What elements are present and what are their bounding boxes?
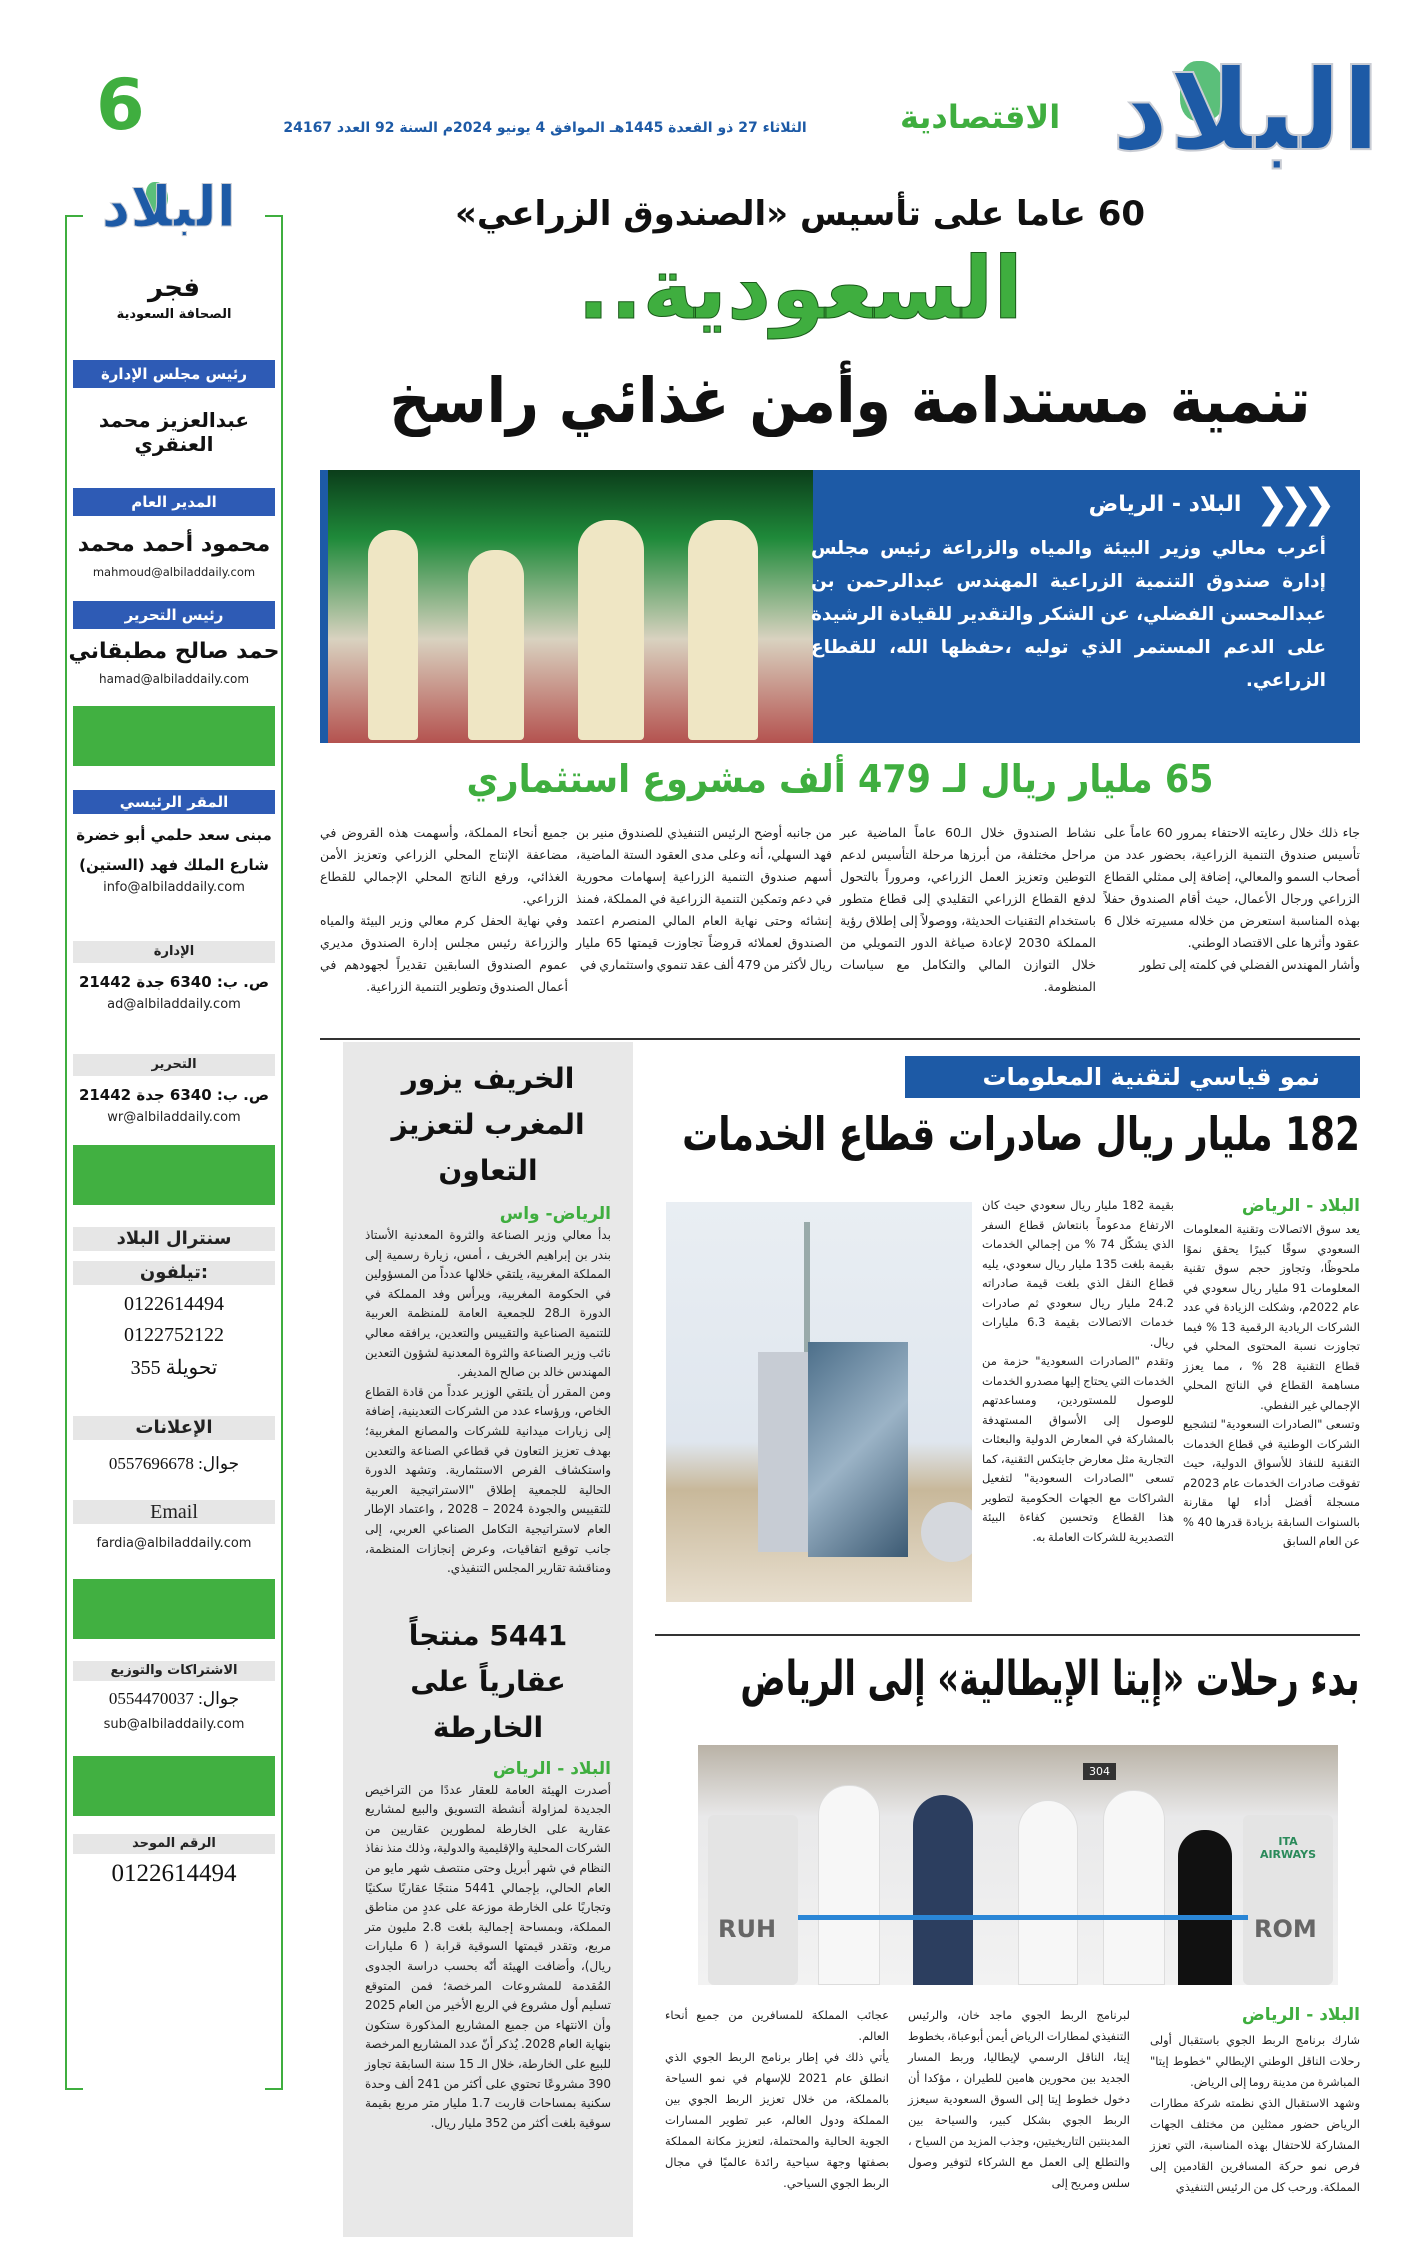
ads-label: الإعلانات [73, 1416, 275, 1440]
logo-text: البلاد [1111, 46, 1380, 176]
editor-label: رئيس التحرير [73, 601, 275, 629]
unified-label: الرقم الموحد [73, 1834, 275, 1854]
stand-left [708, 1815, 798, 1985]
lead-box [320, 470, 1360, 743]
lead-column-3: من جانبه أوضح الرئيس التنفيذي للصندوق منير بن فهد السهلي، أنه وعلى مدى العقود الستة الماضية، أسهم صندوق التنمية الزراعية إسهامات محورية في دعم وتمكين التنمية الزراعية في المملكة، فمنذ إنشائه وحتى نهاية العام المالي المنصرم اعتمد الصندوق لعملائه قروضاً تجاوزت قيمتها 65 مليار ريال لأكثر من 479 ألف عقد تنموي واستثماري في [576, 825, 832, 972]
phone-1: 0122614494 [124, 1293, 224, 1315]
lead-photo [328, 470, 813, 743]
slogan-title: فجر [148, 273, 200, 303]
ita-title: بدء رحلات «إيتا الإيطالية» إلى الرياض [740, 1651, 1360, 1707]
lead-title-green: السعودية.. [577, 239, 1023, 339]
sidebar-logo-text: البلاد [101, 175, 236, 240]
chevrons-icon: ❮❮❮ [1255, 481, 1326, 527]
ita-dateline: البلاد - الرياض [1241, 2005, 1360, 2025]
editor-email: hamad@albiladdaily.com [98, 672, 250, 686]
lead-box-dateline: البلاد - الرياض [1088, 491, 1242, 517]
sidebar [65, 215, 283, 2090]
admin-po: ص. ب: 6340 جدة 21442 [78, 973, 270, 991]
stand-right-label: ROM [1254, 1915, 1317, 1943]
gray-panel [343, 1042, 633, 2237]
hq-email: info@albiladdaily.com [103, 880, 245, 895]
editorial-label: التحرير [73, 1054, 275, 1076]
person-figure [578, 520, 644, 740]
ads-email: fardia@albiladdaily.com [96, 1536, 252, 1551]
it-dateline: البلاد - الرياض [1241, 1196, 1360, 1216]
lead-kicker: 60 عاما على تأسيس «الصندوق الزراعي» [454, 194, 1146, 234]
building-glass [808, 1342, 908, 1557]
person-figure [818, 1785, 880, 1985]
subs-mobile: جوال: 0554470037 [108, 1689, 240, 1708]
ribbon [798, 1915, 1248, 1920]
phone-2: 0122752122 [124, 1324, 224, 1346]
gate-sign: 304 [1083, 1763, 1116, 1780]
divider [655, 1634, 1360, 1636]
it-label: نمو قياسي لتقنية المعلومات [905, 1056, 1360, 1098]
realestate-body: أصدرت الهيئة العامة للعقار عددًا من التراخيص الجديدة لمزاولة أنشطة التسويق والبيع لمشاريع عقارية على الخارطة لمطورين عقاريين من الشركات المحلية والإقليمية والدولية، وذلك منذ نفاذ النظام في شهر أبريل وحتى منتصف شهر مايو من العام الحالي، بإجمالي 5441 منتجًا عقاريًا سكنيًا وتجاريًا على الخارطة موزعة على عددٍ من مناطق المملكة، وبمساحة إجمالية بلغت 2.8 مليون متر مربع، وتقدر قيمتها السوقية قرابة ( 6 مليارات ريال)، وأضافت الهيئة أنّه بحسب دراسة الجدوى المُقدمة للمشروعات المرخصة؛ فمن المتوقع تسليم أول مشروع في الربع الأخير من العام 2025 وأن الانتهاء من جميع المشاريع المذكورة ستكون بنهاية العام 2028. يُذكر أنّ عدد المشاريع المرخصة للبيع على الخارطة، خلال الـ 15 سنة السابقة تجاوز 390 مشروعًا تحتوي على أكثر من 241 ألف وحدة سكنية بمساحات قاربت 1.7 مليار متر مربع بقيمة سوقية بلغت أكثر من 352 مليار ريال. [365, 1782, 612, 2130]
green-block [73, 706, 275, 766]
morocco-title: الخريف يزور المغرب لتعزيز التعاون [391, 1062, 585, 1187]
unified-number: 0122614494 [111, 1860, 237, 1887]
subs-email: sub@albiladdaily.com [103, 1717, 245, 1732]
central-label: سنترال البلاد [73, 1227, 275, 1251]
section-title: الاقتصادية [900, 98, 1061, 136]
building-core [758, 1352, 808, 1552]
phone-label: تيلفون: [73, 1261, 275, 1285]
admin-email: ad@albiladdaily.com [107, 997, 241, 1012]
it-building-photo [666, 1202, 972, 1602]
editor-name: حمد صالح مطبقاني [68, 639, 280, 664]
ita-column-2: لبرنامج الربط الجوي ماجد خان، والرئيس التنفيذي لمطارات الرياض أيمن أبوعباة، بخطوط إيتا، الناقل الرسمي لإيطاليا، وربط المسار الجديد بين محورين هامين للطيران ، مؤكدا أن دخول خطوط إيتا إلى السوق السعودية سيعزز الربط الجوي بشكل كبير، والسياحة بين المدينتين التاريخيتين، وجذب المزيد من السياح ، والتطلع إلى العمل مع الشركاء لتوفير وصول سلس ومريح إلى [908, 2008, 1130, 2190]
stand-left-label: RUH [718, 1915, 777, 1943]
ads-mobile: جوال: 0557696678 [108, 1454, 240, 1473]
person-figure [1178, 1830, 1232, 1985]
admin-label: الإدارة [73, 941, 275, 963]
realestate-title: 5441 منتجاً عقارياً على الخارطة [408, 1618, 568, 1744]
ita-column-3: عجائب المملكة للمسافرين من جميع أنحاء العالم. يأتي ذلك في إطار برنامج الربط الجوي الذي انطلق عام 2021 للإسهام في نمو السياحة بالمملكة، من خلال تعزيز الربط الجوي بين المملكة ودول العالم، عبر تطوير المسارات الجوية الحالية والمحتملة، لتعزيز مكانة المملكة بصفتها وجهة سياحية رائدة عالميًا في مجال الربط الجوي السياحي. [665, 2008, 889, 2190]
subs-label: الاشتراكات والتوزيع [73, 1661, 275, 1681]
airline-logo-text: ITA AIRWAYS [1259, 1835, 1317, 1861]
realestate-dateline: البلاد - الرياض [492, 1758, 611, 1779]
it-column-1: يعد سوق الاتصالات وتقنية المعلومات السعودي سوقًا كبيرًا يحقق نموًا ملحوظًا، وتجاوز حجم سوق تقنية المعلومات 91 مليار ريال سعودي في عام 2022م، وشكلت الزيادة في عدد الشركات الريادية الرقمية 13 % فيما تجاوزت نسبة المحتوى المحلي في قطاع التقنية 28 % ، مما يعزز مساهمة القطاع في الناتج المحلي الإجمالي غير النفطي. وتسعى "الصادرات السعودية" لتشجيع الشركات الوطنية في قطاع الخدمات التقنية للنفاذ للأسواق الدولية، حيث تفوقت صادرات الخدمات عام 2023م مسجلة أفضل أداء لها مقارنة بالسنوات السابقة بزيادة قدرها 40 % عن العام السابق [1183, 1222, 1361, 1548]
lead-box-text: أعرب معالي وزير البيئة والمياه والزراعة رئيس مجلس إدارة صندوق التنمية الزراعية المهندس عبدالرحمن بن عبدالمحسن الفضلي، عن الشكر والتقدير للقيادة الرشيدة على الدعم المستمر الذي توليه ،حفظها الله، للقطاع الزراعي. [811, 538, 1326, 691]
person-figure [1103, 1790, 1165, 1985]
lead-column-1: جاء ذلك خلال رعايته الاحتفاء بمرور 60 عاماً على تأسيس صندوق التنمية الزراعية، بحضور عدد من أصحاب السمو والمعالي، إضافة إلى ممثلي القطاع الزراعي ورجال الأعمال، حيث أقام الصندوق حفلاً بهذه المناسبة استعرض من خلاله مسيرته خلال 6 عقود وأثرها على الاقتصاد الوطني. وأشار المهندس الفضلي في كلمته إلى تطور [1104, 825, 1360, 972]
green-block [73, 1145, 275, 1205]
lead-box-header [1088, 481, 1326, 527]
date-line: الثلاثاء 27 ذو القعدة 1445هـ الموافق 4 يونيو 2024م السنة 92 العدد 24167 [283, 120, 807, 136]
chairman-name: عبدالعزيز محمد العنقري [98, 408, 250, 456]
person-figure [1018, 1800, 1078, 1985]
slogan-sub: الصحافة السعودية [116, 307, 232, 322]
editorial-po: ص. ب: 6340 جدة 21442 [78, 1086, 270, 1104]
morocco-body: بدأ معالي وزير الصناعة والثروة المعدنية الأستاذ بندر بن إبراهيم الخريف ، أمس، زيارة رسمية إلى المملكة المغربية، يلتقي خلالها عدداً من المسؤولين في الحكومة المغربية، ويرأس وفد المملكة في الدورة الـ28 للجمعية العامة للمنظمة العربية للتنمية الصناعية والتقييس والتعدين، يرافقه معالي نائب وزير الصناعة والثروة المعدنية لشؤون التعدين المهندس خالد بن صالح المديفر. ومن المقرر أن يلتقي الوزير عدداً من قادة القطاع الخاص، ورؤساء عدد من الشركات التعدينية، إضافة إلى زيارات ميدانية للشركات والمصانع المغربية؛ بهدف تعزيز التعاون في قطاعي الصناعة والتعدين واستكشاف الفرص الاستثمارية. وتشهد الدورة الحالية للجمعية إطلاق "الاستراتيجية العربية للتقييس والجودة 2024 – 2028 ، واعتماد الإطار العام لاستراتيجية التكامل الصناعي العربي، إلى جانب توقيع اتفاقيات، وعرض إنجازات المنظمة، ومناقشة تقارير المجلس التنفيذي. [365, 1228, 611, 1576]
dome [921, 1502, 972, 1562]
hq-line1: مبنى سعد حلمي أبو خضرة [76, 826, 272, 844]
it-title: 182 مليار ريال صادرات قطاع الخدمات [682, 1107, 1360, 1161]
page-number: 6 [96, 64, 145, 146]
ita-column-1: شارك برنامج الربط الجوي باستقبال أولى رحلات الناقل الوطني الإيطالي "خطوط إيتا" المباشرة من مدينة روما إلى الرياض. وشهد الاستقبال الذي نظمته شركة مطارات الرياض حضور ممثلين من مختلف الجهات المشاركة للاحتفال بهذه المناسبة، التي تعزز فرص نمو حركة المسافرين القادمين إلى المملكة. ورحب كل من الرئيس التنفيذي [1150, 2033, 1360, 2194]
green-block [73, 1579, 275, 1639]
hq-line2: شارع الملك فهد (الستين) [79, 856, 269, 874]
person-figure [913, 1795, 973, 1985]
divider [320, 1038, 1360, 1040]
it-column-2: بقيمة 182 مليار ريال سعودي حيث كان الارتفاع مدعوماً بانتعاش قطاع السفر الذي يشكّل 74 % من إجمالي الخدمات بقيمة بلغت 135 مليار ريال سعودي، يليه قطاع النقل الذي بلغت قيمة صادراته 24.2 مليار ريال سعودي ثم صادرات خدمات الاتصالات بقيمة 6.3 مليارات ريال. وتقدم "الصادرات السعودية" حزمة من الخدمات التي يحتاج إليها مصدرو الخدمات للوصول للمستوردين، ومساعدتهم للوصول إلى الأسواق المستهدفة بالمشاركة في المعارض الدولية والبعثات التجارية مثل معارض جايتكس التقنية، كما تسعى "الصادرات السعودية" لتفعيل الشراكات مع الجهات الحكومية لتطوير هذا القطاع وتحسين كفاءة البيئة التصديرية للشركات العاملة به. [982, 1198, 1174, 1544]
email-label: Email [73, 1500, 275, 1524]
masthead-logo [1111, 46, 1380, 195]
gm-email: mahmoud@albiladdaily.com [92, 565, 256, 579]
person-figure [468, 550, 524, 740]
morocco-dateline: الرياض- واس [499, 1204, 611, 1224]
lead-title: تنمية مستدامة وأمن غذائي راسخ [389, 364, 1311, 437]
lead-subhead: 65 مليار ريال لـ 479 ألف مشروع استثماري [466, 757, 1214, 801]
editorial-email: wr@albiladdaily.com [107, 1110, 241, 1125]
green-block [73, 1756, 275, 1816]
chairman-label: رئيس مجلس الإدارة [73, 360, 275, 388]
gm-name: محمود أحمد محمد [77, 532, 271, 557]
gm-label: المدير العام [73, 488, 275, 516]
hq-label: المقر الرئيسي [73, 790, 275, 814]
lead-column-4: جميع أنحاء المملكة، وأسهمت هذه القروض في مضاعفة الإنتاج المحلي الزراعي وتعزيز الأمن الغذائي، ورفع الناتج المحلي الإجمالي للقطاع الزراعي. وفي نهاية الحفل كرم معالي وزير البيئة والمياه والزراعة رئيس مجلس إدارة الصندوق مديري عموم الصندوق السابقين تقديراً لجهودهم في أعمال الصندوق وتطوير التنمية الزراعية. [320, 825, 568, 994]
ita-ceremony-photo [698, 1745, 1338, 1985]
person-figure [368, 530, 418, 740]
extension: تحويلة 355 [130, 1357, 218, 1379]
person-figure [688, 520, 758, 740]
lead-column-2: نشاط الصندوق خلال الـ60 عاماً الماضية عبر مراحل مختلفة، من أبرزها مرحلة التأسيس لدعم التوطين وتعزيز العمل الزراعي، ومروراً بالتحول لدفع القطاع الزراعي التقليدي إلى قطاع متطور باستخدام التقنيات الحديثة، ووصولاً إلى إطلاق رؤية المملكة 2030 لإعادة صياغة الدور التمويلي من خلال التوازن المالي والتكامل مع سياسات المنظومة. [840, 825, 1097, 994]
